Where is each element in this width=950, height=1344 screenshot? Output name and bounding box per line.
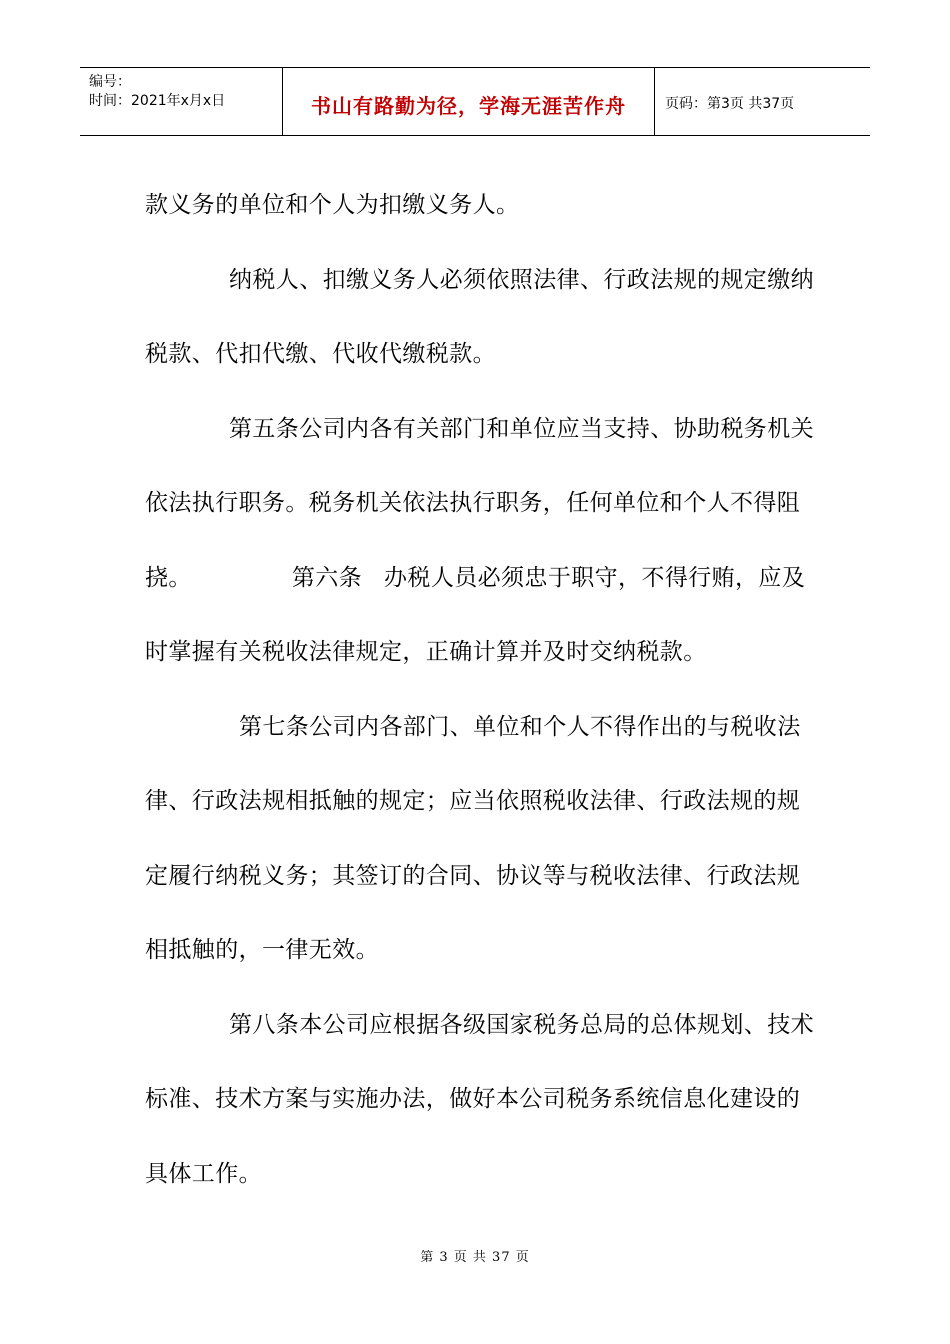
paragraph-taxpayer-obligation: 纳税人、扣缴义务人必须依照法律、行政法规的规定缴纳税款、代扣代缴、代收代缴税款。 <box>145 266 814 367</box>
paragraph-article-7: 第七条公司内各部门、单位和个人不得作出的与税收法律、行政法规相抵触的规定；应当依照税收法律、行政法规的规定履行纳税义务；其签订的合同、协议等与税收法律、行政法规相抵触的，一律无效。 <box>145 713 801 963</box>
header-page-info: 页码：第3页 共37页 <box>665 96 795 112</box>
article-5-text: 第五条公司内各有关部门和单位应当支持、协助税务机关依法执行职务。税务机关依法执行职务，任何单位和个人不得阻挠。 <box>145 415 814 591</box>
document-body <box>145 168 815 1211</box>
header-time-label: 时间：2021年x月x日 <box>89 93 226 109</box>
article-6-heading: 第六条 <box>291 564 363 591</box>
paragraph-article-8: 第八条本公司应根据各级国家税务总局的总体规划、技术标准、技术方案与实施办法，做好本公司税务系统信息化建设的具体工作。 <box>145 1011 814 1187</box>
article-6-text: 办税人员必须忠于职守，不得行贿，应及时掌握有关税收法律规定，正确计算并及时交纳税款。 <box>145 564 806 665</box>
header-number-label: 编号： <box>89 74 131 90</box>
paragraph-continuation: 款义务的单位和个人为扣缴义务人。 <box>145 192 520 218</box>
paragraph-article-5-6 <box>145 392 815 690</box>
page-footer: 第 3 页 共 37 页 <box>420 1250 530 1265</box>
header-motto: 书山有路勤为径，学海无涯苦作舟 <box>311 94 626 118</box>
header-meta <box>89 73 225 111</box>
header-divider-right <box>654 68 655 135</box>
document-header <box>80 67 870 136</box>
